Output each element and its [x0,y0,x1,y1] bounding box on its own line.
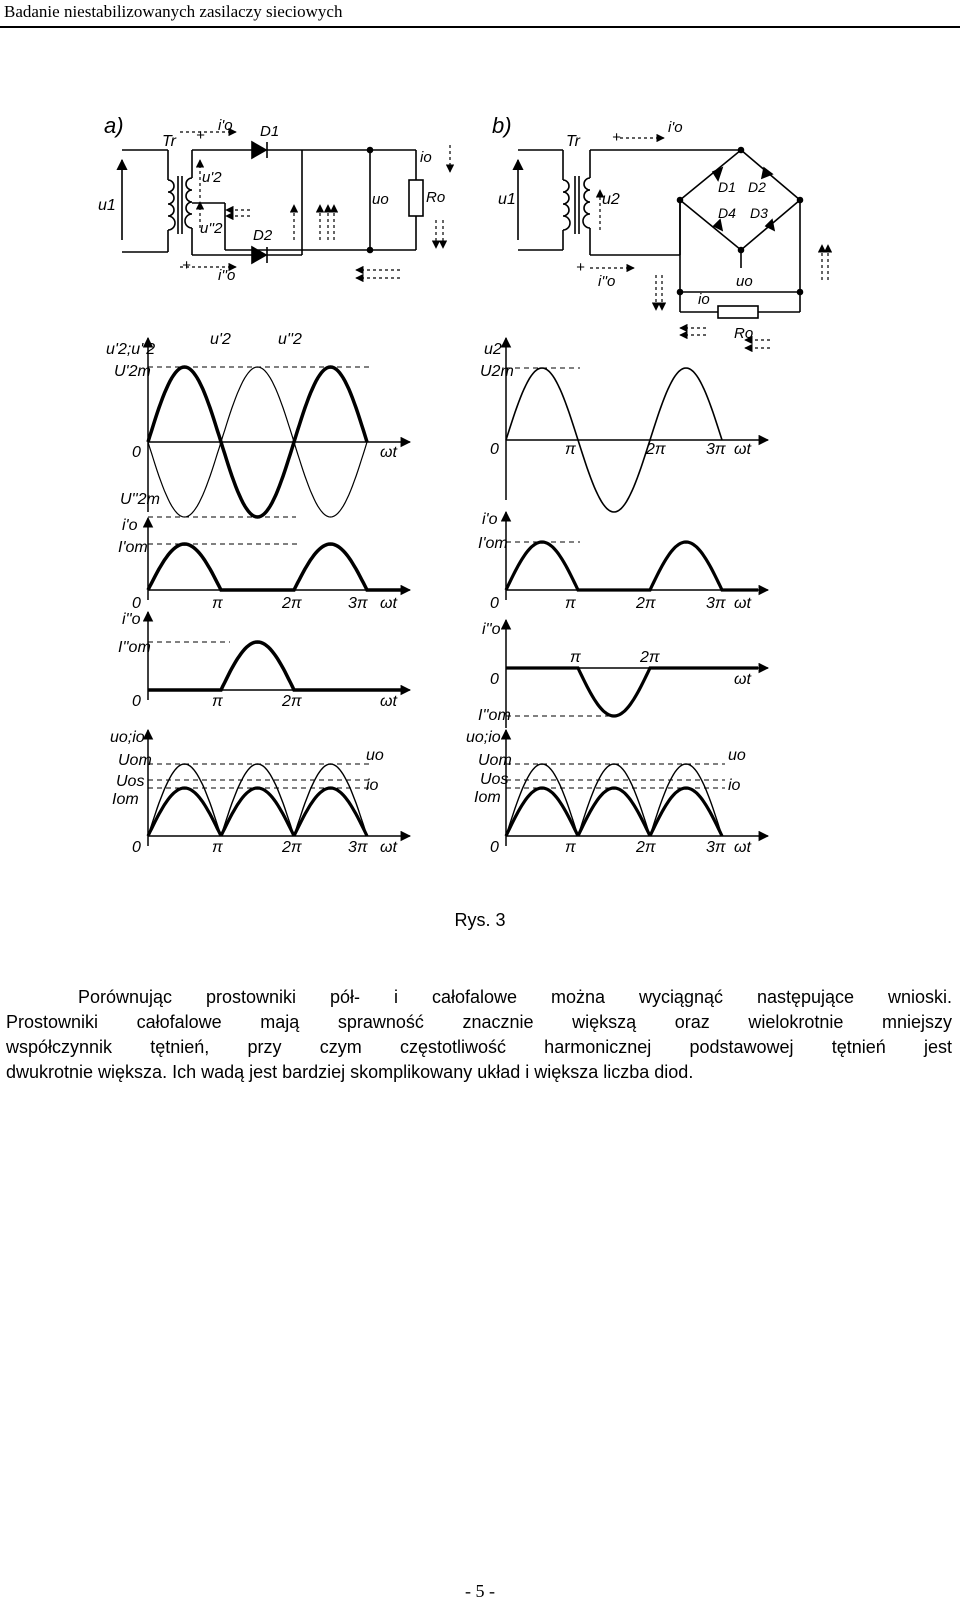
b-p4-curve-uo-1 [578,764,650,836]
a-p1-curve-u2p-0 [148,367,221,442]
a-p1-neg: U''2m [120,491,160,508]
a-iop: i'o [218,117,233,134]
b-p4-zero: 0 [490,839,499,856]
b-p3-curve [506,668,758,716]
b-p4-io: io [728,777,741,794]
b-p3-2pi: 2π [640,649,660,666]
a-u1: u1 [98,197,116,214]
b-p1-curve-1 [578,440,650,512]
b-ro: Ro [734,325,754,342]
circuit-b [492,113,828,348]
circuit-a [98,113,450,284]
a-uo: uo [372,191,389,208]
a-p2-ylabel: i'o [122,517,138,534]
a-plus-1: + [196,127,205,144]
a-u2p: u'2 [202,169,222,186]
a-io: io [420,149,432,166]
a-p1-zero: 0 [132,444,141,461]
b-p4-3pi: 3π [706,839,726,856]
a-p3-wt: ωt [380,693,397,710]
a-p4-curve-uo-1 [221,764,294,836]
b-p2-ylabel: i'o [482,511,498,528]
b-p1-pi: π [565,441,576,458]
figure-caption: Rys. 3 [454,910,506,930]
header-rule [0,26,960,28]
b-p2-amp: I'om [478,535,508,552]
plots-b-labels [466,341,751,856]
figure-rys-3 [0,100,960,880]
a-p1-curve-u2p-1 [221,442,294,517]
a-p4-wt: ωt [380,839,397,856]
b-iopp: i''o [598,273,616,290]
a-p4-uos: Uos [116,773,145,790]
b-p4-uom: Uom [478,752,512,769]
a-p1-amp: U'2m [114,363,151,380]
a-d2: D2 [253,227,273,244]
a-p4-iom: Iom [112,791,139,808]
a-plus-2: + [182,257,191,274]
a-p4-curve-io-1 [221,788,294,836]
b-d2: D2 [748,179,766,195]
a-p4-zero: 0 [132,839,141,856]
a-p4-curve-uo-2 [294,764,367,836]
b-p4-curve-uo-0 [506,764,578,836]
b-p4-wt: ωt [734,839,751,856]
plots-a-labels [106,331,397,856]
b-p2-curve [506,542,758,590]
b-p3-ylabel: i''o [482,621,501,638]
b-uo: uo [736,273,753,290]
b-iop: i'o [668,119,683,136]
body-line-4: dwukrotnie większa. Ich wadą jest bardziej skomplikowany układ i większa liczba diod. [6,1062,694,1082]
b-d3: D3 [750,205,768,221]
a-p1-c2: u''2 [278,331,302,348]
a-iopp: i''o [218,267,236,284]
a-d1: D1 [260,123,280,140]
a-p2-curve [148,544,404,590]
b-p3-pi: π [570,649,581,666]
a-p3-ylabel: i''o [122,611,141,628]
b-p1-curve-0 [506,368,578,440]
b-p2-3pi: 3π [706,595,726,612]
b-u2: u2 [602,191,620,208]
b-p3-wt: ωt [734,671,751,688]
a-p4-uo: uo [366,747,384,764]
b-p2-zero: 0 [490,595,499,612]
a-p2-2pi: 2π [282,595,302,612]
a-p2-3pi: 3π [348,595,368,612]
a-tr: Tr [162,133,176,150]
b-p4-uo: uo [728,747,746,764]
a-p1-curve-u2pp-1 [221,367,294,442]
a-ro: Ro [426,189,446,206]
a-p1-curve-u2pp-2 [294,442,367,517]
a-p4-ylabel: uo;io [110,729,145,746]
b-p4-uos: Uos [480,771,509,788]
b-p1-amp: U2m [480,363,514,380]
b-p1-2pi: 2π [646,441,666,458]
b-u1: u1 [498,191,516,208]
a-p4-3pi: 3π [348,839,368,856]
b-p3-zero: 0 [490,671,499,688]
b-p4-curve-uo-2 [650,764,722,836]
b-p4-ylabel: uo;io [466,729,501,746]
a-p4-io: io [366,777,379,794]
b-p1-3pi: 3π [706,441,726,458]
b-plus-1: + [612,129,621,146]
body-line-2: Prostowniki całofalowe mają sprawność znacznie większą oraz wielokrotnie mniejszy [6,1012,952,1032]
a-p2-wt: ωt [380,595,397,612]
b-p2-2pi: 2π [636,595,656,612]
a-p2-pi: π [212,595,223,612]
a-p3-2pi: 2π [282,693,302,710]
label-a: a) [104,113,124,138]
b-p2-wt: ωt [734,595,751,612]
a-p4-2pi: 2π [282,839,302,856]
b-plus-2: + [576,259,585,276]
a-p3-pi: π [212,693,223,710]
b-d4: D4 [718,205,736,221]
a-p2-amp: I'om [118,539,148,556]
a-p3-zero: 0 [132,693,141,710]
a-p4-uom: Uom [118,752,152,769]
a-p1-c1: u'2 [210,331,231,348]
b-p4-pi: π [565,839,576,856]
a-p1-ylabel: u'2;u''2 [106,341,156,358]
b-p2-pi: π [565,595,576,612]
a-u2pp: u''2 [200,220,223,237]
body-text [6,985,952,1085]
b-io: io [698,291,710,308]
label-b: b) [492,113,512,138]
b-p4-curve-io-2 [650,788,722,836]
a-p4-curve-io-2 [294,788,367,836]
a-p1-curve-u2p-2 [294,367,367,442]
b-p4-curve-io-0 [506,788,578,836]
body-line-3: współczynnik tętnień, przy czym częstotliwość harmonicznej podstawowej tętnień jest [6,1037,952,1057]
b-p1-wt: ωt [734,441,751,458]
running-header: Badanie niestabilizowanych zasilaczy sieciowych [4,2,343,21]
b-p3-amp: I''om [478,707,511,724]
a-p4-pi: π [212,839,223,856]
b-p1-ylabel: u2 [484,341,502,358]
page-number: - 5 - [465,1581,495,1601]
b-p4-2pi: 2π [636,839,656,856]
b-p4-curve-io-1 [578,788,650,836]
a-p4-curve-io-0 [148,788,221,836]
b-tr: Tr [566,133,580,150]
a-p3-curve [148,642,404,690]
b-p4-iom: Iom [474,789,501,806]
b-d1: D1 [718,179,736,195]
body-line-1: Porównując prostowniki pół- i całofalowe można wyciągnąć następujące wnioski. [78,987,952,1007]
b-p1-curve-2 [650,368,722,440]
a-p1-wt: ωt [380,444,397,461]
b-p1-zero: 0 [490,441,499,458]
a-p3-amp: I''om [118,639,151,656]
a-p4-curve-uo-0 [148,764,221,836]
a-p2-zero: 0 [132,595,141,612]
